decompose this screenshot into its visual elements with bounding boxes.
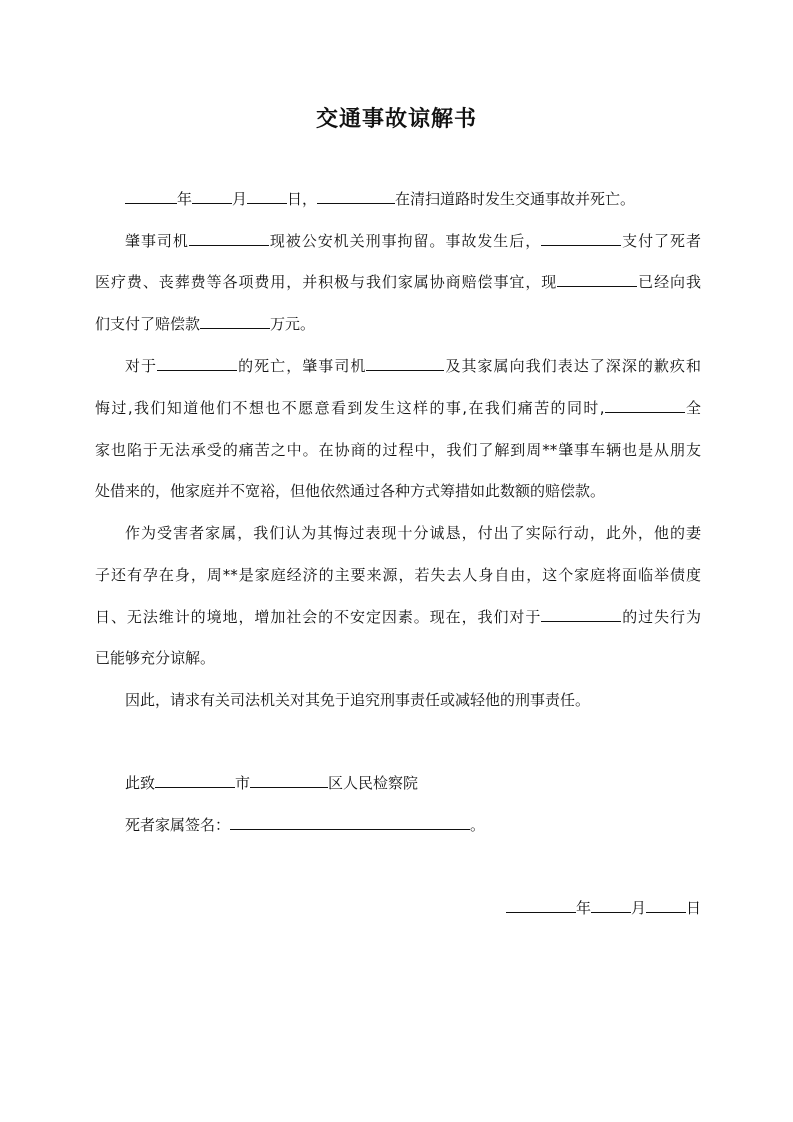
blank-year[interactable] [125,189,177,204]
blank-party-name[interactable] [605,398,685,413]
paragraph-forgiveness-line2: 子还有孕在身，周**是家庭经济的主要来源，若失去人身自由，这个家庭将面临举债度 [95,566,701,584]
signature-line: 死者家属签名： 。 [125,816,486,834]
paragraph-date-line: 年 月 日， 在清扫道路时发生交通事故并死亡。 [95,189,701,209]
paragraph-apology-line2: 悔过,我们知道他们不想也不愿意看到发生这样的事,在我们痛苦的同时, 全 [95,399,701,417]
paragraph-forgiveness-line3: 日、无法维计的境地，增加社会的不安定因素。现在，我们对于 的过失行为 [95,608,701,626]
signing-date-line: 年 月 日 [95,898,701,918]
blank-day[interactable] [247,189,287,204]
paragraph-request: 因此，请求有关司法机关对其免于追究刑事责任或减轻他的刑事责任。 [125,691,591,709]
blank-district[interactable] [250,773,328,788]
blank-sign-day[interactable] [646,898,686,913]
blank-payer-name-2[interactable] [557,272,637,287]
paragraph-apology-line1: 对于 的死亡，肇事司机 及其家属向我们表达了深深的歉疚和 [125,357,701,375]
document-title: 交通事故谅解书 [315,106,477,132]
blank-fault-party-name[interactable] [541,607,621,622]
paragraph-apology-line4: 处借来的，他家庭并不宽裕，但他依然通过各种方式筹措如此数额的赔偿款。 [95,482,606,500]
paragraph-driver-line3: 们支付了赔偿款 万元。 [95,315,316,333]
paragraph-driver-line2: 医疗费、丧葬费等各项费用，并积极与我们家属协商赔偿事宜，现 已经向我 [95,273,701,291]
blank-deceased-name[interactable] [157,356,237,371]
paragraph-forgiveness-line1: 作为受害者家属，我们认为其悔过表现十分诚恳，付出了实际行动，此外，他的妻 [125,524,701,542]
blank-signature[interactable] [230,815,470,830]
blank-driver-name[interactable] [189,231,269,246]
blank-sign-year[interactable] [506,898,576,913]
blank-month[interactable] [192,189,232,204]
blank-city[interactable] [155,773,235,788]
closing-line: 此致 市 区人民检察院 [125,774,419,792]
blank-payer-name[interactable] [541,231,621,246]
blank-victim-name[interactable] [317,189,395,204]
paragraph-forgiveness-line4: 已能够充分谅解。 [95,649,216,667]
blank-driver-name-2[interactable] [366,356,444,371]
paragraph-apology-line3: 家也陷于无法承受的痛苦之中。在协商的过程中，我们了解到周**肇事车辆也是从朋友 [95,441,701,459]
blank-amount[interactable] [200,314,270,329]
blank-sign-month[interactable] [591,898,631,913]
paragraph-driver-line1: 肇事司机 现被公安机关刑事拘留。事故发生后， 支付了死者 [125,232,701,250]
